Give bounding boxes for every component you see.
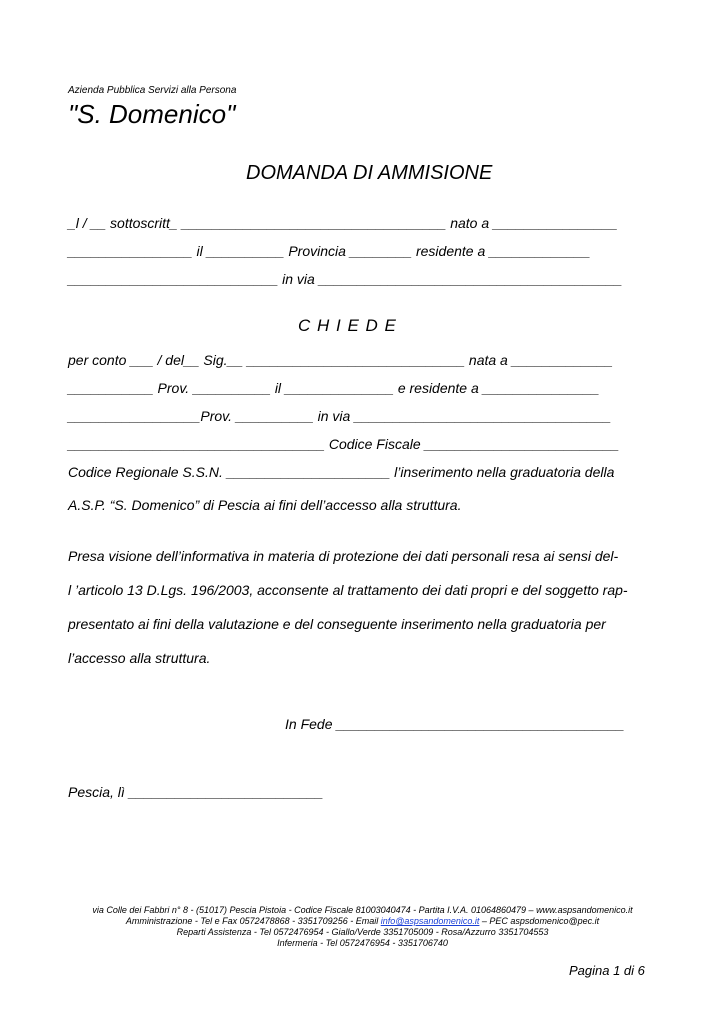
- privacy-line-3: presentato ai fini della valutazione e del conseguente inserimento nella graduatoria per: [68, 616, 606, 632]
- form-line-3: ___________________________ in via _______________________________________: [68, 271, 623, 287]
- form-line-2: ________________ il __________ Provincia ________ residente a _____________: [68, 243, 591, 259]
- page-number: Pagina 1 di 6: [569, 963, 645, 978]
- org-name: "S. Domenico": [68, 99, 236, 129]
- footer-email-link[interactable]: info@aspsandomenico.it: [380, 916, 480, 926]
- footer-wards: Reparti Assistenza - Tel 0572476954 - Giallo/Verde 3351705009 - Rosa/Azzurro 3351704553: [176, 927, 549, 937]
- in-fede-signature: In Fede _____________________________________: [285, 716, 625, 732]
- privacy-line-2: l ’articolo 13 D.Lgs. 196/2003, acconsente al trattamento dei dati propri e del soggetto rap-: [68, 582, 628, 598]
- form-line-8: Codice Regionale S.S.N. _____________________ l’inserimento nella graduatoria della: [68, 464, 615, 480]
- footer-address: via Colle dei Fabbri n° 8 - (51017) Pescia Pistoia - Codice Fiscale 81003040474 - Partita I.V.A. 01064860479 – www.aspsandomenico.it: [92, 905, 633, 915]
- place-date-line: Pescia, lì _________________________: [68, 784, 324, 800]
- org-subtitle: Azienda Pubblica Servizi alla Persona: [68, 85, 237, 96]
- footer-admin-text: Amministrazione - Tel e Fax 0572478868 - 3351709256 - Email: [125, 916, 381, 926]
- form-line-7: _________________________________ Codice Fiscale _________________________: [68, 436, 620, 452]
- chiede-heading: C H I E D E: [298, 316, 396, 335]
- footer-pec-text: – PEC aspsdomenico@pec.it: [479, 916, 600, 926]
- footer-contacts: [0, 916, 725, 926]
- footer-infirmary: Infermeria - Tel 0572476954 - 3351706740: [277, 938, 448, 948]
- privacy-line-1: Presa visione dell’informativa in materia di protezione dei dati personali resa ai sensi del-: [68, 548, 619, 564]
- privacy-line-4: l’accesso alla struttura.: [68, 650, 211, 666]
- form-line-9: A.S.P. “S. Domenico” di Pescia ai fini dell’accesso alla struttura.: [68, 497, 462, 513]
- form-line-5: ___________ Prov. __________ il ______________ e residente a _______________: [68, 380, 600, 396]
- form-line-1: _l / __ sottoscritt_ __________________________________ nato a ________________: [68, 215, 618, 231]
- document-title: DOMANDA DI AMMISIONE: [246, 162, 493, 184]
- form-line-4: per conto ___ / del__ Sig.__ ____________________________ nata a _____________: [68, 352, 613, 368]
- form-line-6: _________________Prov. __________ in via _________________________________: [68, 408, 612, 424]
